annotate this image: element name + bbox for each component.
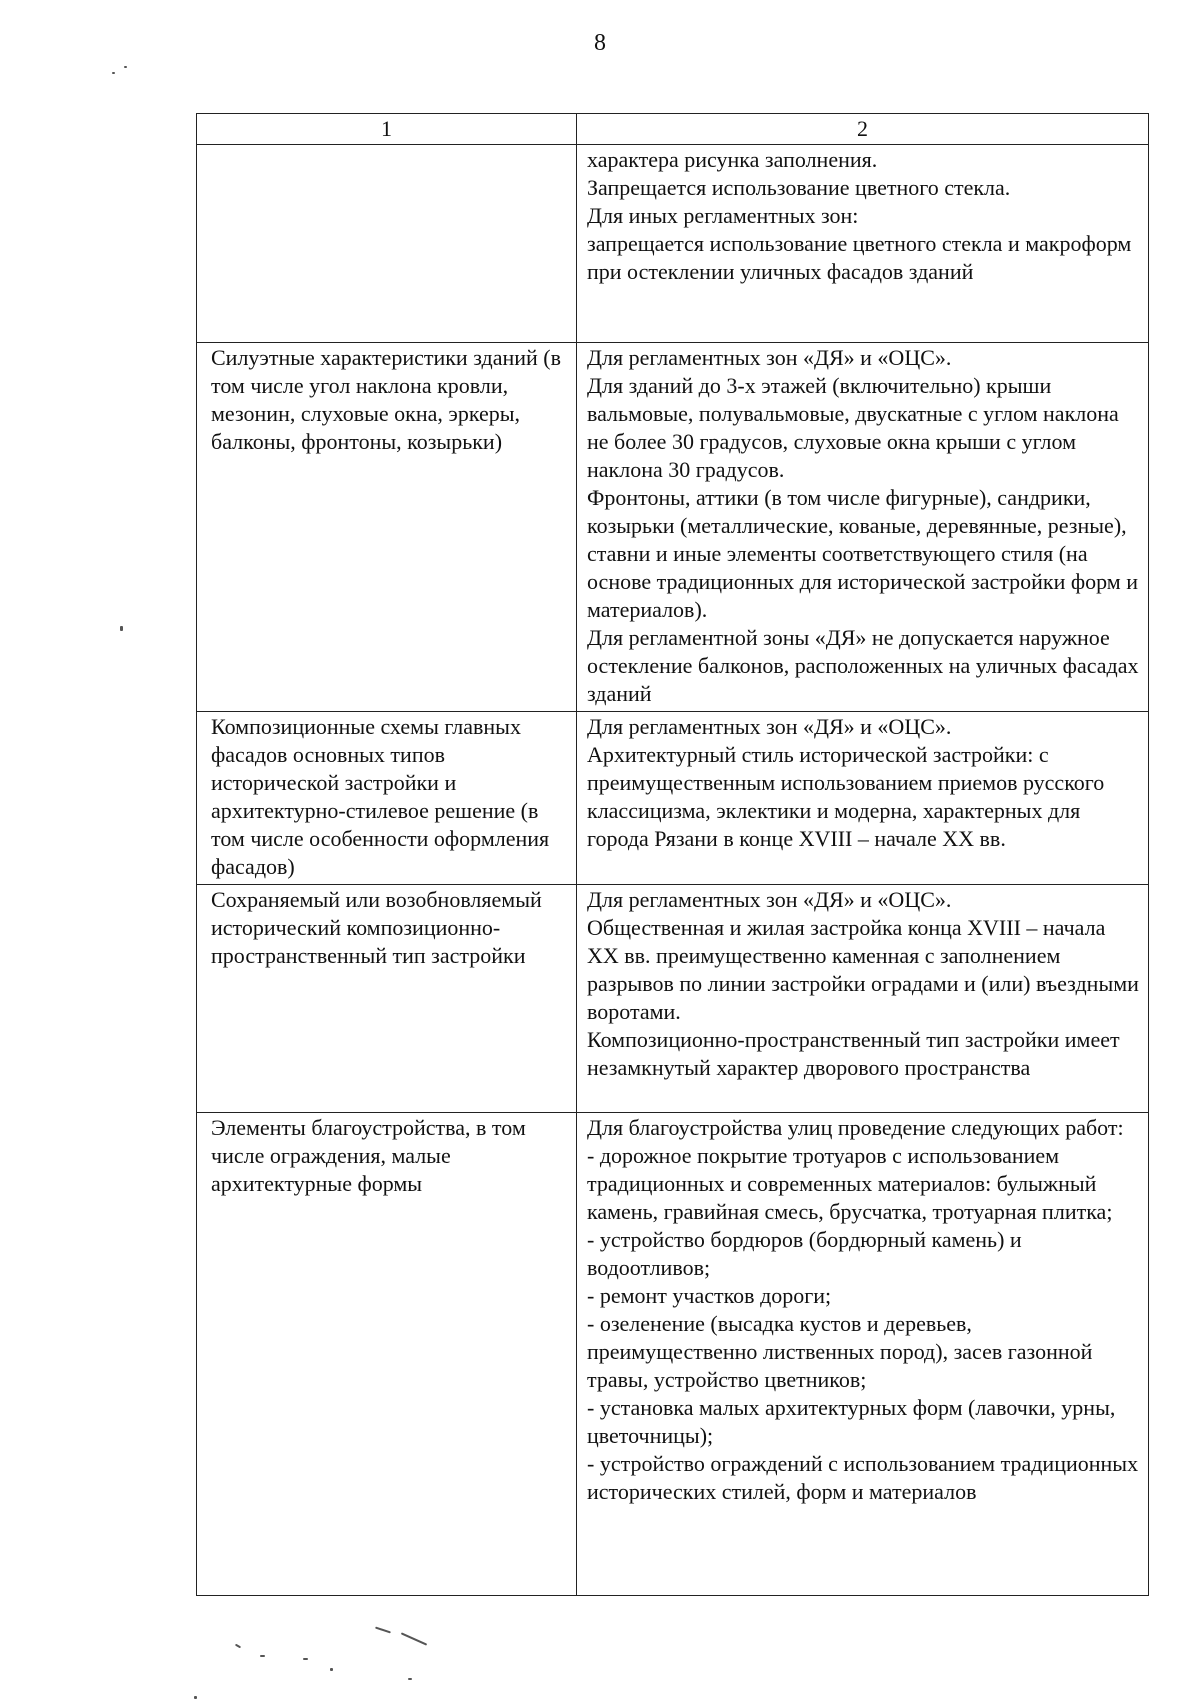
requirement-paragraph: характера рисунка заполнения. [587,147,878,172]
row-requirements [577,712,1149,885]
requirement-paragraph: Для благоустройства улиц проведение следующих работ: [587,1115,1124,1140]
table-header-row [197,114,1149,145]
page-number: 8 [594,30,606,56]
scan-speck [375,1627,391,1634]
requirement-paragraph: Композиционно-пространственный тип застройки имеет незамкнутый характер дворового пространства [587,1027,1120,1080]
row-requirements [577,1113,1149,1596]
table-row [197,343,1149,712]
scan-speck [260,1655,265,1657]
scan-speck [408,1678,412,1680]
table-row [197,885,1149,1113]
scan-speck [235,1644,241,1649]
scan-speck [194,1696,197,1699]
scan-speck [401,1632,427,1645]
scan-speck [124,66,127,68]
column-header-2: 2 [577,114,1149,145]
scan-speck [120,626,123,631]
requirement-paragraph: - установка малых архитектурных форм (лавочки, урны, цветочницы); [587,1395,1116,1448]
table-row [197,712,1149,885]
row-characteristic [197,145,577,343]
requirement-paragraph: Для регламентных зон «ДЯ» и «ОЦС». [587,887,952,912]
requirement-paragraph: - устройство бордюров (бордюрный камень) и водоотливов; [587,1227,1022,1280]
requirement-paragraph: Общественная и жилая застройка конца XVIII – начала XX вв. преимущественно каменная с заполнением разрывов по линии застройки оградами и (или) въездными воротами. [587,915,1139,1024]
row-characteristic: Элементы благоустройства, в том числе ограждения, малые архитектурные формы [197,1113,577,1596]
requirement-paragraph: Фронтоны, аттики (в том числе фигурные), сандрики, козырьки (металлические, кованые, деревянные, резные), ставни и иные элементы соответствующего стиля (на основе традиционных для исторической застройки форм и материалов). [587,485,1138,622]
requirement-paragraph: - устройство ограждений с использованием традиционных исторических стилей, форм и материалов [587,1451,1139,1504]
regulations-table [196,113,1149,1596]
row-characteristic: Композиционные схемы главных фасадов основных типов исторической застройки и архитектурно-стилевое решение (в том числе особенности оформления фасадов) [197,712,577,885]
table-row [197,145,1149,343]
requirement-paragraph: - озеленение (высадка кустов и деревьев, преимущественно лиственных пород), засев газонной травы, устройство цветников; [587,1311,1093,1392]
requirement-paragraph: Для регламентной зоны «ДЯ» не допускается наружное остекление балконов, расположенных на уличных фасадах зданий [587,625,1139,706]
scan-speck [112,72,115,74]
scan-speck [303,1658,308,1660]
table-row [197,1113,1149,1596]
requirement-paragraph: Для регламентных зон «ДЯ» и «ОЦС». [587,714,952,739]
requirement-paragraph: Запрещается использование цветного стекла. [587,175,1011,200]
row-requirements [577,145,1149,343]
requirement-paragraph: Для зданий до 3-х этажей (включительно) крыши вальмовые, полувальмовые, двускатные с углом наклона не более 30 градусов, слуховые окна крыши с углом наклона 30 градусов. [587,373,1119,482]
requirement-paragraph: запрещается использование цветного стекла и макроформ при остеклении уличных фасадов зданий [587,231,1132,284]
row-requirements [577,885,1149,1113]
scan-speck [330,1668,333,1671]
row-requirements [577,343,1149,712]
row-characteristic: Силуэтные характеристики зданий (в том числе угол наклона кровли, мезонин, слуховые окна, эркеры, балконы, фронтоны, козырьки) [197,343,577,712]
requirement-paragraph: Для регламентных зон «ДЯ» и «ОЦС». [587,345,952,370]
row-characteristic: Сохраняемый или возобновляемый исторический композиционно-пространственный тип застройки [197,885,577,1113]
requirement-paragraph: - ремонт участков дороги; [587,1283,832,1308]
requirement-paragraph: Архитектурный стиль исторической застройки: с преимущественным использованием приемов русского классицизма, эклектики и модерна, характерных для города Рязани в конце XVIII – начале XX вв. [587,742,1105,851]
column-header-1: 1 [197,114,577,145]
requirement-paragraph: - дорожное покрытие тротуаров с использованием традиционных и современных материалов: булыжный камень, гравийная смесь, брусчатка, тротуарная плитка; [587,1143,1113,1224]
requirement-paragraph: Для иных регламентных зон: [587,203,859,228]
